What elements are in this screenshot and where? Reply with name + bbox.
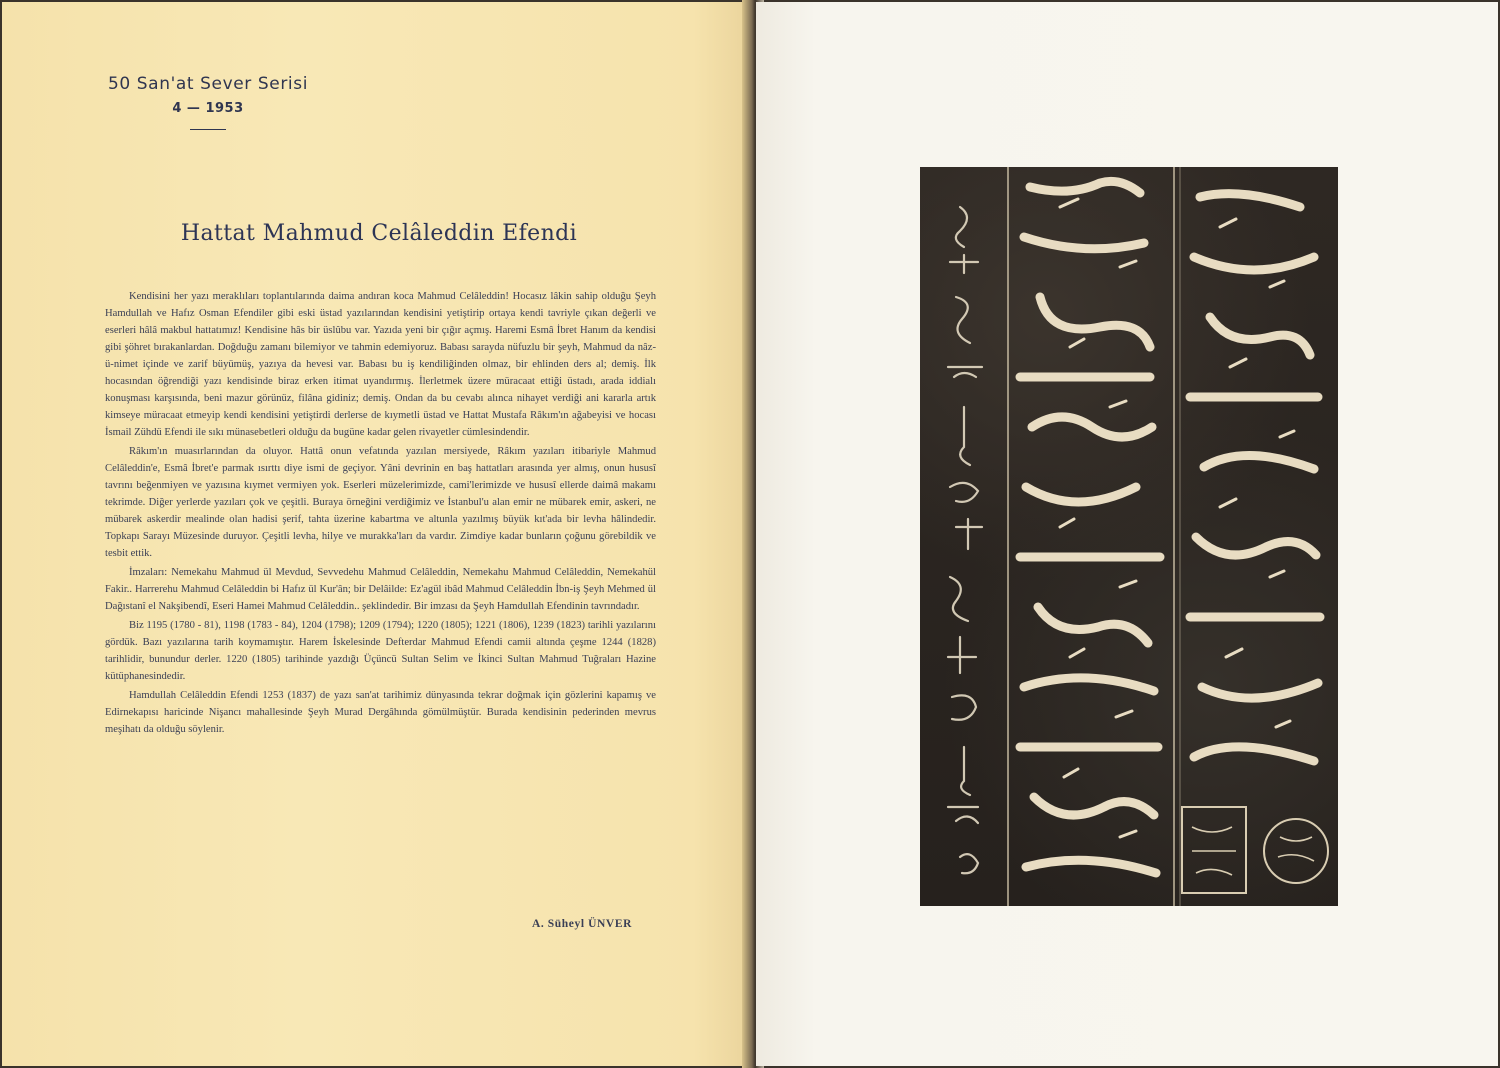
paragraph: Kendisini her yazı meraklıları toplantılarında daima andıran koca Mahmud Celâleddin! Hocasız lâkin sahip olduğu Şeyh Hamdullah ve Hafız Osman Efendiler gibi eski üstad yazılarından kendisini yetiştirip ortaya kendi tavriyle çıkan değerli ve eserleri hâlâ makbul hattatımız! Kendisine hâs bir üslûbu var. Yazıda yeni bir çığır açmış. Haremi Esmâ İbret Hanım da kendisi gibi şöhret bırakanlardan. Doğduğu zamanı bilemiyor ve tahmin edemiyoruz. Babası sarayda nüfuzlu bir şeyh, Mahmud da nâz-ü-nimet içinde ve zarif büyümüş, yazıya da hevesi var. Babası bu iş kendiliğinden olmaz, bir ehlinden ders al; demiş. İlk hocasından öğrendiği yazı kendisinde biraz erken itimat uyandırmış. İlerletmek üzere müracaat ettiği üstadı, arada iddialı konuşması karşısında, beni mazur görünüz, filâna gidiniz; demiş. Ondan da bu cevabı alınca nihayet verdiği ani kararla artık kimseye müracaat etmeyip kendi kendisini yetiştirdi derlerse de kıymetli üstad ve Hattat Mustafa Râkım'ın ağabeyisi ve hocası İsmail Zühdü Efendi ile sıkı münasebetleri olduğu da bugüne kadar gelen rivayetler cümlesindendir. [105,291,656,438]
calligraphy-plate [920,167,1338,906]
paragraph: İmzaları: Nemekahu Mahmud ül Mevdud, Sevvedehu Mahmud Celâleddin, Nemekahu Mahmud Celâleddin, Nemekahül Fakir.. Harrerehu Mahmud Celâleddin bi Hafız ül Kur'ân; bir Delâilde: Ez'agül ibâd Mahmud Celâleddin İbn-iş Şeyh Mehmed ül Dağıstanî el Nakşibendî, Eseri Hamei Mahmud Celâleddin.. şeklindedir. Bir imzası da Şeyh Hamdullah Efendinin tavrındadır. [105,567,656,612]
series-number: 4 — 1953 [172,101,244,116]
paragraph: Hamdullah Celâleddin Efendi 1253 (1837) de yazı san'at tarihimiz dünyasında tekrar doğmak için gözlerini kapamış ve Edirnekapısı haricinde Nişancı mahallesinde Şeyh Murad Dergâhında gömülmüştür. Burada kendisinin pederinden mevrus meşihatı da olduğu söylenir. [105,690,656,735]
article-body [105,288,656,740]
series-title: 50 San'at Sever Serisi [107,74,309,94]
paragraph: Râkım'ın muasırlarından da oluyor. Hattâ onun vefatında yazılan mersiyede, Râkım yazıları itibariyle Mahmud Celâleddin'e, Esmâ İbret'e parmak ısırttı diye ismi de geçiyor. Yâni devrinin en baş hattatları arasında yer almış, onun hususî tavrını beğenmiyen ve yazısına kıymet vermiyen yok. Eserleri müzelerimizde, cami'lerimizde ve hususî ellerde daimâ makamı tekrimde. Diğer yerlerde yazıları çok ve çeşitli. Buraya örneğini verdiğimiz ve İstanbul'u alan emir ne mübarek emir, askeri, ne mübarek askerdir mealinde olan hadisi şerif, tahta üzerine kabartma ve altunla yazılmış büyük kıt'ada bir levha hâlindedir. Topkapı Sarayı Müzesinde duruyor. Çeşitli levha, hilye ve murakka'ları da vardır. Zimdiye kadar bunların çoğunu görebildik ve tesbit ettik. [105,446,656,559]
calligraphy-image [920,167,1338,906]
header-rule [190,129,226,130]
article-title: Hattat Mahmud Celâleddin Efendi [180,221,578,246]
series-header [94,74,322,130]
left-page [2,2,754,1066]
paragraph: Biz 1195 (1780 - 81), 1198 (1783 - 84), 1204 (1798); 1209 (1794); 1220 (1805); 1221 (1806), 1239 (1823) tarihli yazılarını gördük. Bazı yazılarına tarih koymamıştır. Harem İskelesinde Defterdar Mahmud Efendi camii altında çeşme 1244 (1828) tarihlidir, bunundur derler. 1220 (1805) tarihinde yazdığı Üçüncü Sultan Selim ve İkinci Sultan Mahmud Tuğraları Hazine kütüphanesindedir. [105,620,656,682]
author-signature: A. Süheyl ÜNVER [531,918,632,930]
